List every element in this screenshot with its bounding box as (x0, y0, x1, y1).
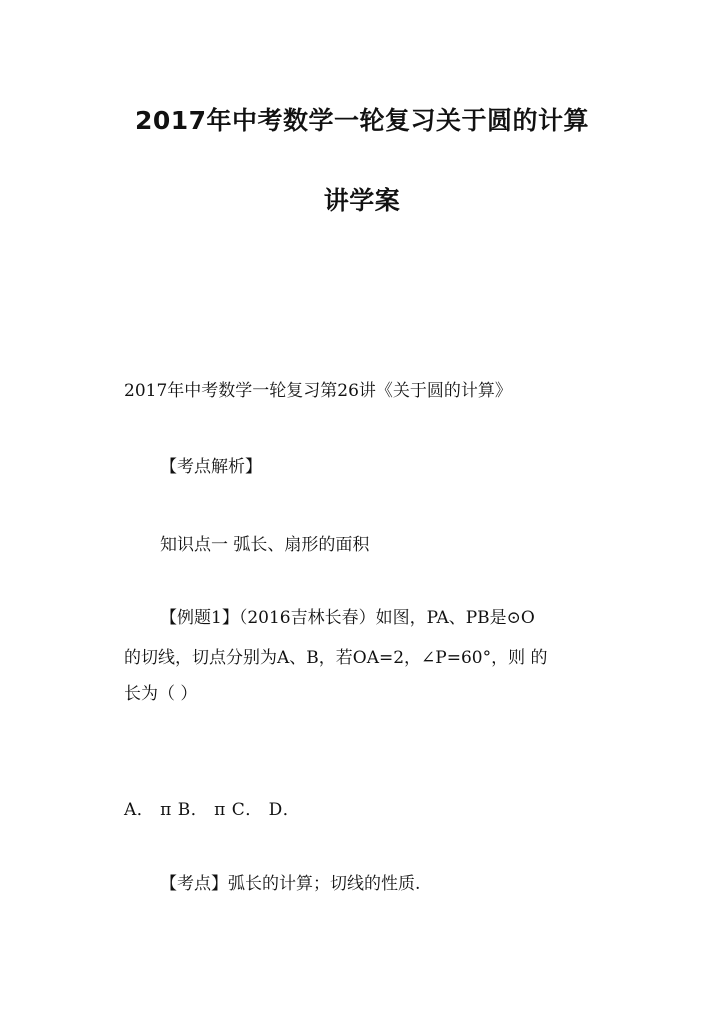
example-question-line-1: 【例题1】（2016吉林长春）如图，PA、PB是⊙O (160, 608, 535, 628)
section-heading-analysis: 【考点解析】 (160, 457, 262, 477)
document-title-line-1: 2017年中考数学一轮复习关于圆的计算 (134, 106, 590, 135)
knowledge-point-heading: 知识点一 弧长、扇形的面积 (160, 535, 370, 555)
kaodian-note: 【考点】弧长的计算；切线的性质. (160, 874, 421, 894)
document-title-line-2: 讲学案 (323, 186, 401, 215)
document-subtitle: 2017年中考数学一轮复习第26讲《关于圆的计算》 (124, 381, 512, 401)
example-question-line-3: 长为（ ） (124, 684, 198, 704)
example-question-line-2: 的切线，切点分别为A、B，若OA=2，∠P=60°，则 的 (124, 648, 548, 668)
answer-options: A． π B． π C． D． (124, 800, 301, 820)
